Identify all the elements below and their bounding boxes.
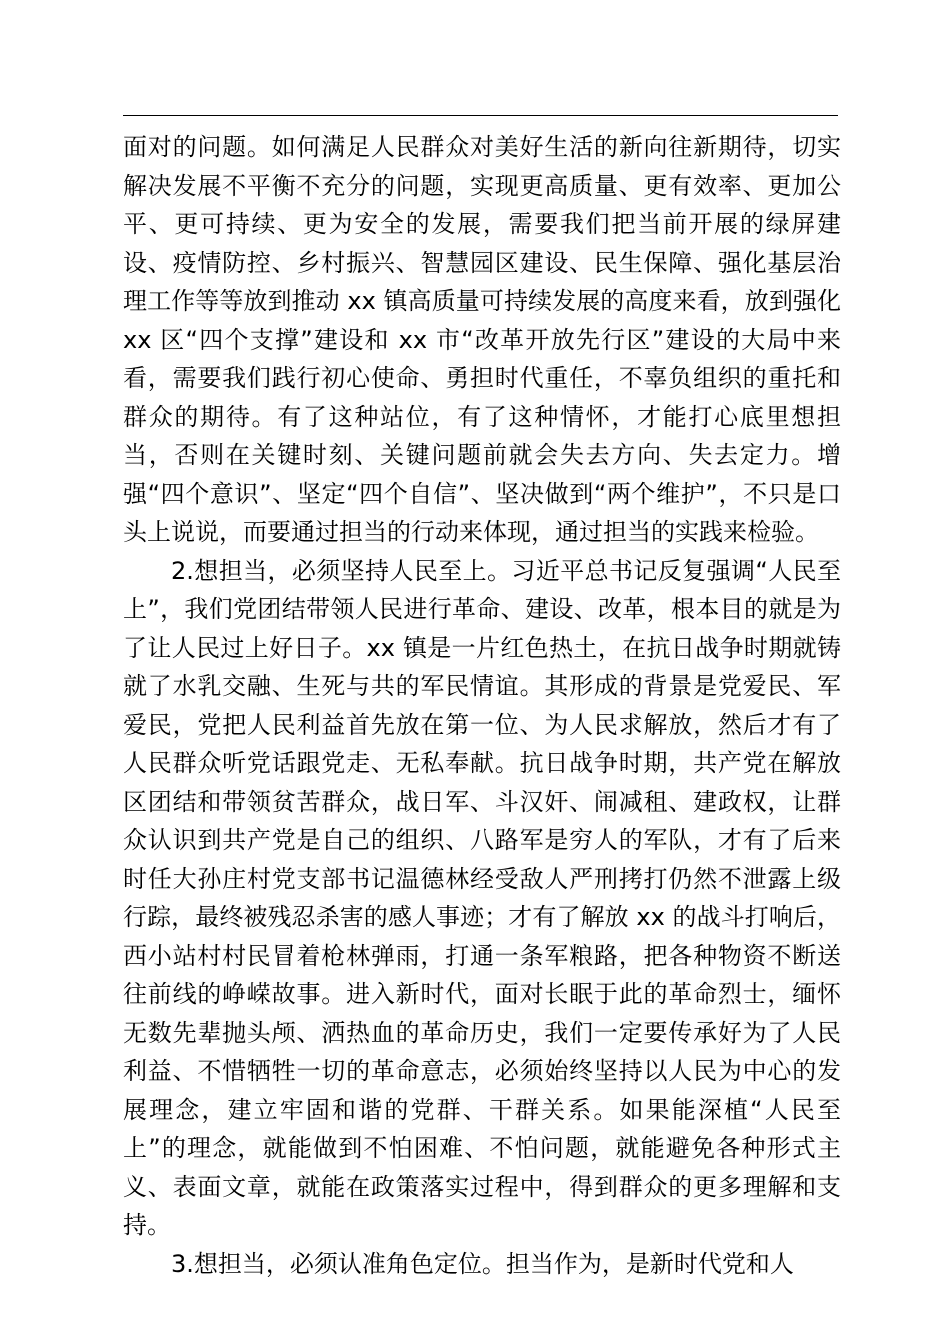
document-body bbox=[123, 128, 841, 1283]
paragraph-point-2: 2.想担当，必须坚持人民至上。习近平总书记反复强调“人民至上”，我们党团结带领人民进行革命、建设、改革，根本目的就是为了让人民过上好日子。xx 镇是一片红色热土，在抗日战争时期就铸就了水乳交融、生死与共的军民情谊。其形成的背景是党爱民、军爱民，党把人民利益首先放在第一位、为人民求解放，然后才有了人民群众听党话跟党走、无私奉献。抗日战争时期，共产党在解放区团结和带领贫苦群众，战日军、斗汉奸、闹减租、建政权，让群众认识到共产党是自己的组织、八路军是穷人的军队，才有了后来时任大孙庄村党支部书记温德林经受敌人严刑拷打仍然不泄露上级行踪，最终被残忍杀害的感人事迹；才有了解放 xx 的战斗打响后，西小站村村民冒着枪林弹雨，打通一条军粮路，把各种物资不断送往前线的峥嵘故事。进入新时代，面对长眠于此的革命烈士，缅怀无数先辈抛头颅、洒热血的革命历史，我们一定要传承好为了人民利益、不惜牺牲一切的革命意志，必须始终坚持以人民为中心的发展理念，建立牢固和谐的党群、干群关系。如果能深植“人民至上”的理念，就能做到不怕困难、不怕问题，就能避免各种形式主义、表面文章，就能在政策落实过程中，得到群众的更多理解和支持。 bbox=[123, 556, 841, 1239]
paragraph-continued: 面对的问题。如何满足人民群众对美好生活的新向往新期待，切实解决发展不平衡不充分的问题，实现更高质量、更有效率、更加公平、更可持续、更为安全的发展，需要我们把当前开展的绿屏建设、疫情防控、乡村振兴、智慧园区建设、民生保障、强化基层治理工作等等放到推动 xx 镇高质量可持续发展的高度来看，放到强化 xx 区“四个支撑”建设和 xx 市“改革开放先行区”建设的大局中来看，需要我们践行初心使命、勇担时代重任，不辜负组织的重托和群众的期待。有了这种站位，有了这种情怀，才能打心底里想担当，否则在关键时刻、关键问题前就会失去方向、失去定力。增强“四个意识”、坚定“四个自信”、坚决做到“两个维护”，不只是口头上说说，而要通过担当的行动来体现，通过担当的实践来检验。 bbox=[123, 133, 841, 546]
paragraph-point-3: 3.想担当，必须认准角色定位。担当作为，是新时代党和人 bbox=[171, 1249, 794, 1278]
header-rule bbox=[123, 115, 838, 116]
